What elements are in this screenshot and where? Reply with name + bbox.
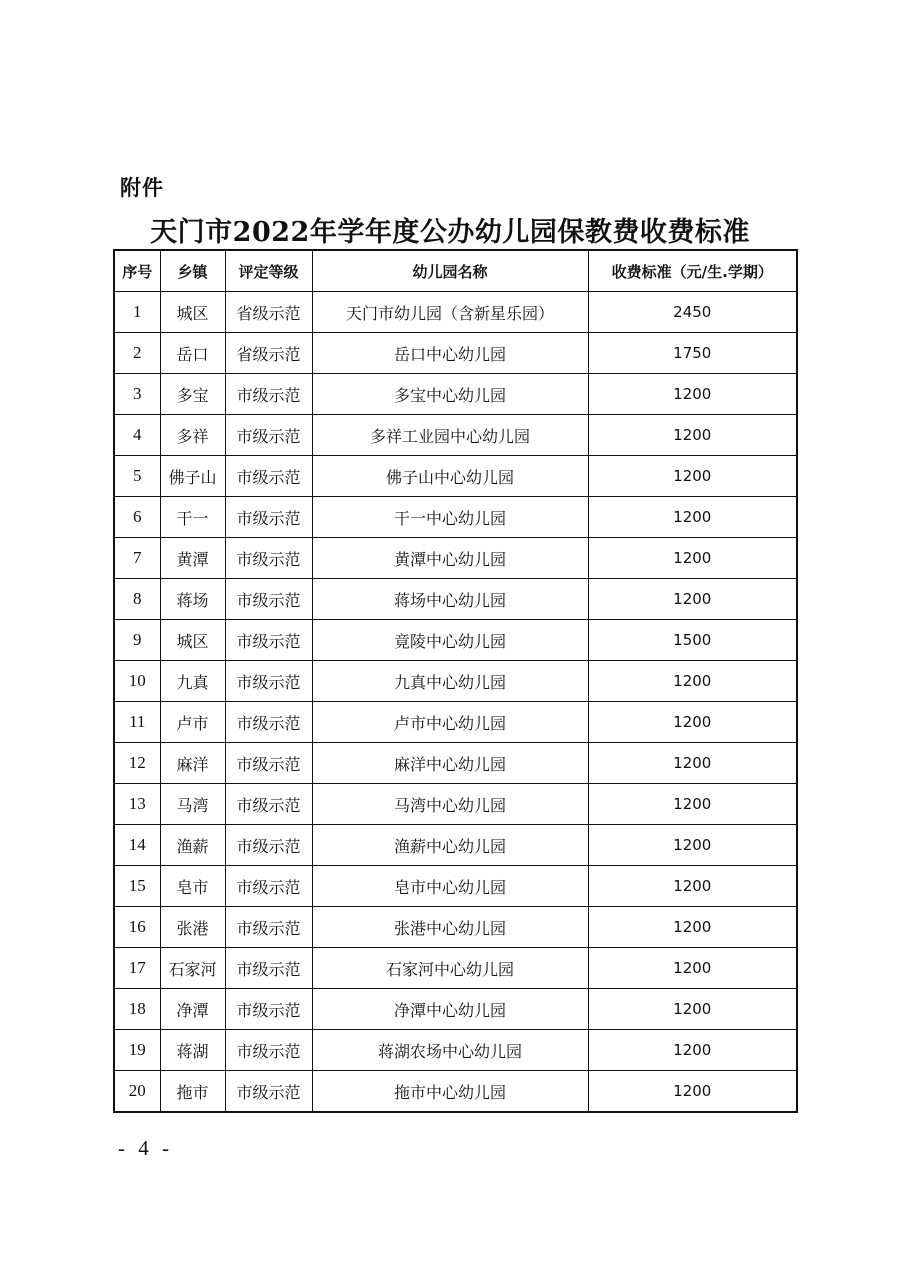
table-row <box>114 661 797 702</box>
fee-standard-table <box>113 249 798 1113</box>
table-row <box>114 1030 797 1071</box>
table-row <box>114 866 797 907</box>
table-row <box>114 620 797 661</box>
cell-serial-number: 4 <box>114 415 160 456</box>
header-serial-number: 序号 <box>114 250 160 292</box>
cell-fee: 1200 <box>588 579 797 620</box>
cell-fee: 1200 <box>588 702 797 743</box>
cell-rating-level: 省级示范 <box>225 333 312 374</box>
header-town: 乡镇 <box>160 250 225 292</box>
cell-rating-level: 市级示范 <box>225 702 312 743</box>
cell-rating-level: 市级示范 <box>225 538 312 579</box>
cell-town: 拖市 <box>160 1071 225 1113</box>
cell-serial-number: 3 <box>114 374 160 415</box>
cell-serial-number: 5 <box>114 456 160 497</box>
header-rating-level: 评定等级 <box>225 250 312 292</box>
cell-kindergarten-name: 拖市中心幼儿园 <box>312 1071 588 1113</box>
cell-kindergarten-name: 蒋湖农场中心幼儿园 <box>312 1030 588 1071</box>
cell-fee: 2450 <box>588 292 797 333</box>
cell-kindergarten-name: 石家河中心幼儿园 <box>312 948 588 989</box>
cell-serial-number: 13 <box>114 784 160 825</box>
table-body <box>114 292 797 1113</box>
cell-fee: 1200 <box>588 1030 797 1071</box>
cell-fee: 1200 <box>588 784 797 825</box>
cell-town: 皂市 <box>160 866 225 907</box>
cell-fee: 1750 <box>588 333 797 374</box>
cell-town: 蒋湖 <box>160 1030 225 1071</box>
cell-fee: 1200 <box>588 538 797 579</box>
table-row <box>114 825 797 866</box>
table-row <box>114 579 797 620</box>
cell-town: 城区 <box>160 620 225 661</box>
cell-kindergarten-name: 多祥工业园中心幼儿园 <box>312 415 588 456</box>
cell-town: 佛子山 <box>160 456 225 497</box>
cell-town: 岳口 <box>160 333 225 374</box>
table-row <box>114 784 797 825</box>
cell-town: 干一 <box>160 497 225 538</box>
table-row <box>114 907 797 948</box>
cell-rating-level: 市级示范 <box>225 989 312 1030</box>
cell-town: 渔薪 <box>160 825 225 866</box>
cell-rating-level: 市级示范 <box>225 784 312 825</box>
table-row <box>114 989 797 1030</box>
table-row <box>114 456 797 497</box>
cell-serial-number: 11 <box>114 702 160 743</box>
table-row <box>114 374 797 415</box>
cell-town: 多宝 <box>160 374 225 415</box>
cell-serial-number: 8 <box>114 579 160 620</box>
cell-fee: 1200 <box>588 415 797 456</box>
cell-kindergarten-name: 马湾中心幼儿园 <box>312 784 588 825</box>
cell-kindergarten-name: 渔薪中心幼儿园 <box>312 825 588 866</box>
cell-kindergarten-name: 多宝中心幼儿园 <box>312 374 588 415</box>
cell-serial-number: 14 <box>114 825 160 866</box>
cell-kindergarten-name: 皂市中心幼儿园 <box>312 866 588 907</box>
cell-fee: 1200 <box>588 825 797 866</box>
cell-serial-number: 17 <box>114 948 160 989</box>
table-row <box>114 415 797 456</box>
cell-kindergarten-name: 岳口中心幼儿园 <box>312 333 588 374</box>
table-row <box>114 538 797 579</box>
cell-serial-number: 15 <box>114 866 160 907</box>
cell-kindergarten-name: 麻洋中心幼儿园 <box>312 743 588 784</box>
cell-rating-level: 市级示范 <box>225 1071 312 1113</box>
cell-fee: 1200 <box>588 989 797 1030</box>
cell-rating-level: 市级示范 <box>225 1030 312 1071</box>
table-row <box>114 292 797 333</box>
cell-kindergarten-name: 卢市中心幼儿园 <box>312 702 588 743</box>
cell-rating-level: 市级示范 <box>225 456 312 497</box>
cell-town: 张港 <box>160 907 225 948</box>
cell-serial-number: 18 <box>114 989 160 1030</box>
page-number: - 4 - <box>118 1136 173 1160</box>
cell-serial-number: 20 <box>114 1071 160 1113</box>
table-row <box>114 702 797 743</box>
table-row <box>114 497 797 538</box>
header-kindergarten-name: 幼儿园名称 <box>312 250 588 292</box>
table-row <box>114 743 797 784</box>
cell-fee: 1200 <box>588 948 797 989</box>
cell-rating-level: 省级示范 <box>225 292 312 333</box>
table-row <box>114 948 797 989</box>
cell-fee: 1500 <box>588 620 797 661</box>
cell-kindergarten-name: 天门市幼儿园（含新星乐园） <box>312 292 588 333</box>
cell-kindergarten-name: 干一中心幼儿园 <box>312 497 588 538</box>
cell-kindergarten-name: 竟陵中心幼儿园 <box>312 620 588 661</box>
cell-town: 石家河 <box>160 948 225 989</box>
cell-rating-level: 市级示范 <box>225 948 312 989</box>
cell-serial-number: 12 <box>114 743 160 784</box>
cell-town: 多祥 <box>160 415 225 456</box>
table-row <box>114 1071 797 1113</box>
cell-serial-number: 7 <box>114 538 160 579</box>
table-row <box>114 333 797 374</box>
cell-kindergarten-name: 蒋场中心幼儿园 <box>312 579 588 620</box>
cell-kindergarten-name: 张港中心幼儿园 <box>312 907 588 948</box>
cell-serial-number: 9 <box>114 620 160 661</box>
cell-kindergarten-name: 净潭中心幼儿园 <box>312 989 588 1030</box>
cell-serial-number: 1 <box>114 292 160 333</box>
cell-fee: 1200 <box>588 1071 797 1113</box>
cell-kindergarten-name: 佛子山中心幼儿园 <box>312 456 588 497</box>
attachment-label: 附件 <box>120 176 164 200</box>
cell-serial-number: 19 <box>114 1030 160 1071</box>
cell-rating-level: 市级示范 <box>225 661 312 702</box>
cell-serial-number: 6 <box>114 497 160 538</box>
cell-rating-level: 市级示范 <box>225 743 312 784</box>
cell-rating-level: 市级示范 <box>225 497 312 538</box>
cell-fee: 1200 <box>588 497 797 538</box>
cell-fee: 1200 <box>588 907 797 948</box>
cell-town: 城区 <box>160 292 225 333</box>
cell-kindergarten-name: 黄潭中心幼儿园 <box>312 538 588 579</box>
cell-serial-number: 10 <box>114 661 160 702</box>
cell-rating-level: 市级示范 <box>225 620 312 661</box>
cell-rating-level: 市级示范 <box>225 374 312 415</box>
cell-town: 蒋场 <box>160 579 225 620</box>
cell-fee: 1200 <box>588 456 797 497</box>
cell-rating-level: 市级示范 <box>225 825 312 866</box>
cell-serial-number: 16 <box>114 907 160 948</box>
cell-town: 净潭 <box>160 989 225 1030</box>
cell-town: 马湾 <box>160 784 225 825</box>
cell-town: 九真 <box>160 661 225 702</box>
cell-town: 卢市 <box>160 702 225 743</box>
cell-town: 麻洋 <box>160 743 225 784</box>
table-header-row <box>114 250 797 292</box>
cell-rating-level: 市级示范 <box>225 907 312 948</box>
cell-fee: 1200 <box>588 866 797 907</box>
document-title: 天门市2022年学年度公办幼儿园保教费收费标准 <box>150 217 750 248</box>
cell-fee: 1200 <box>588 661 797 702</box>
cell-rating-level: 市级示范 <box>225 866 312 907</box>
cell-rating-level: 市级示范 <box>225 415 312 456</box>
cell-rating-level: 市级示范 <box>225 579 312 620</box>
header-fee-standard: 收费标准（元/生.学期） <box>588 250 797 292</box>
cell-fee: 1200 <box>588 743 797 784</box>
cell-fee: 1200 <box>588 374 797 415</box>
cell-kindergarten-name: 九真中心幼儿园 <box>312 661 588 702</box>
cell-town: 黄潭 <box>160 538 225 579</box>
cell-serial-number: 2 <box>114 333 160 374</box>
